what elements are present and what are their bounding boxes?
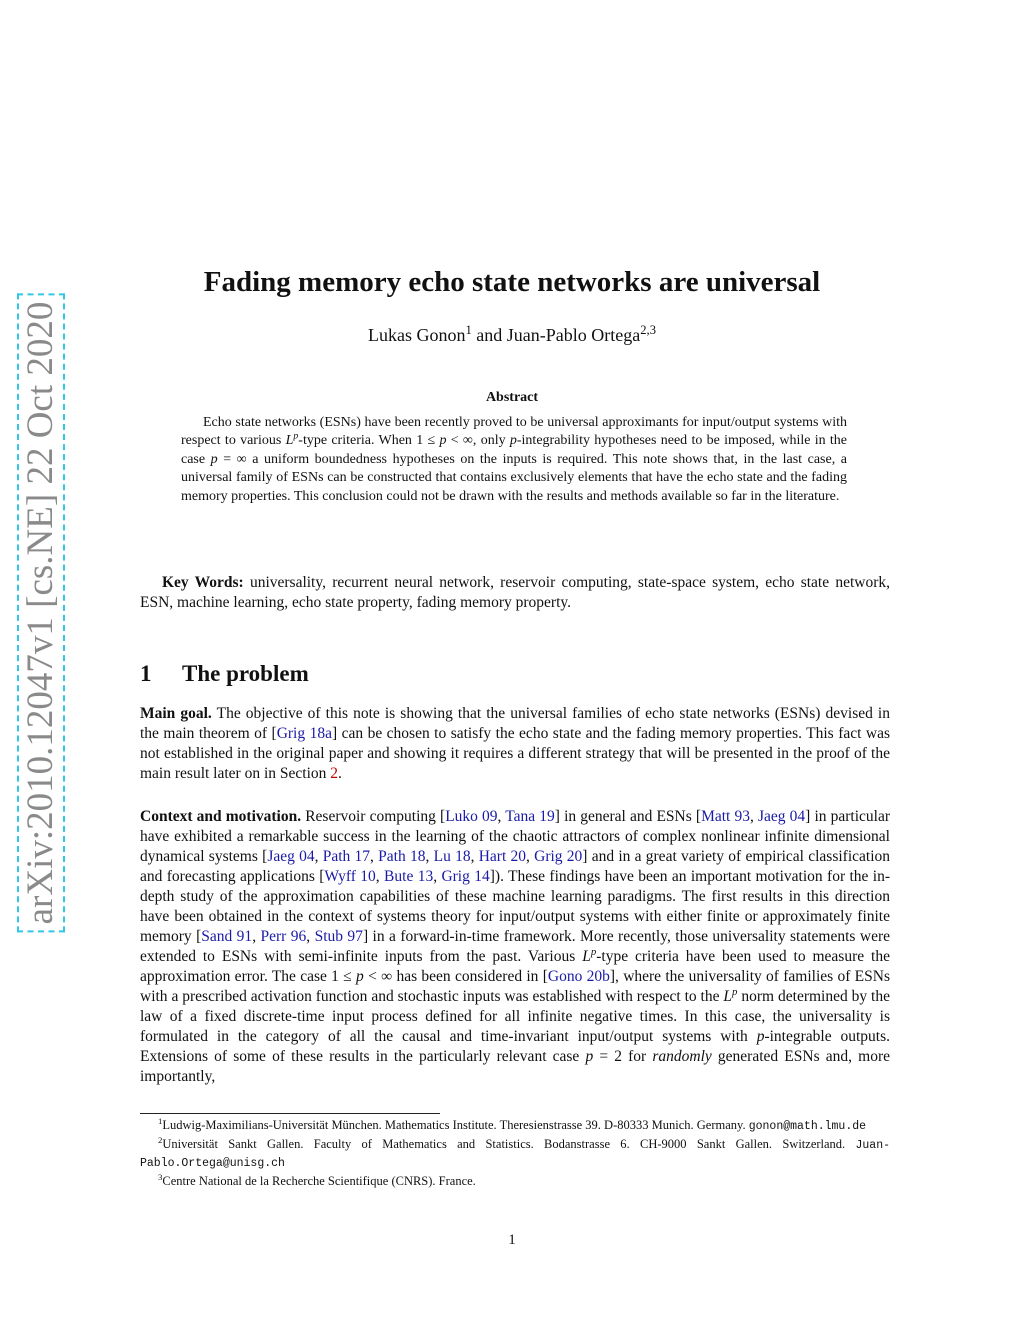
citation-link[interactable]: Grig 18a [276,725,332,742]
paragraph-text: generated ESNs and, more importantly, [140,1048,890,1085]
email-link-ortega[interactable]: Juan-Pablo.Ortega@unisg.ch [140,1138,890,1171]
math-p-sup: p [590,945,597,958]
section-number: 1 [140,661,152,686]
math-p-sup: p [293,430,299,442]
paper-title: Fading memory echo state networks are universal [203,266,821,298]
paragraph-text: , [497,808,506,825]
context-paragraph [140,807,890,1087]
paragraph-text: ] in particular have exhibited a remarkable success in the learning of the chaotic attractors of complex nonlinear infinite dimensional dynamical systems [ [140,808,890,865]
footnote-1-marker: 1 [158,1115,163,1126]
footnote-2 [140,1136,890,1173]
paragraph-text: -type criteria have been used to measure the approximation error. The case 1 ≤ [140,948,890,985]
abstract-text-part: < ∞, only [446,433,510,449]
citation-link[interactable]: Hart 20 [478,848,526,865]
abstract-text-part: Echo state networks (ESNs) have been recently proved to be universal approximants for input/output systems with respect to various [181,415,847,449]
paragraph-text: , [252,928,261,945]
paragraph-text: = 2 for [593,1048,653,1065]
paragraph-text: The objective of this note is showing that the universal families of echo state networks (ESNs) devised in the main theorem of [ [140,705,890,742]
section-title: The problem [182,661,309,686]
paragraph-text: Reservoir computing [ [301,808,446,825]
citation-link[interactable]: Tana 19 [505,808,555,825]
context-label: Context and motivation. [140,808,302,825]
footnote-3-text: Centre National de la Recherche Scientifique (CNRS). France. [162,1173,476,1188]
footnote-rule [140,1113,440,1114]
footnote-2-text: Universität Sankt Gallen. Faculty of Mathematics and Statistics. Bodanstrasse 6. CH-9000 Sankt Gallen. Switzerland. [162,1136,856,1151]
paragraph-text: , [306,928,315,945]
math-p: p [585,1048,594,1065]
paragraph-text: ], where the universality of families of ESNs with a prescribed activation function and stochastic inputs was established with respect to the [140,968,890,1005]
paragraph-text: , [470,848,479,865]
math-p: p [210,451,218,467]
paragraph-text: , [370,848,379,865]
main-goal-label: Main goal. [140,705,212,722]
author-gonon-affiliation[interactable]: 1 [465,323,472,337]
authors-conjunction: and [471,325,507,345]
keywords-list: universality, recurrent neural network, reservoir computing, state-space system, echo state network, ESN, machine learning, echo state property, fading memory property. [140,574,890,611]
paragraph-text: . [338,765,342,782]
footnotes [140,1117,890,1189]
section-reference-link[interactable]: 2 [330,765,339,782]
abstract-text-part: = ∞ a uniform boundedness hypotheses on the inputs is required. This note shows that, in the last case, a universal family of ESNs can be constructed that contains exclusively elements that have the echo state and the fading memory properties. This conclusion could not be drawn with the results and methods available so far in the literature. [181,451,847,504]
authors-line [0,325,1024,346]
math-L: L [285,433,294,449]
keywords-label: Key Words: [162,574,244,591]
citation-link[interactable]: Bute 13 [384,868,434,885]
citation-link[interactable]: Grig 14 [441,868,490,885]
citation-link[interactable]: Path 17 [322,848,371,865]
citation-link[interactable]: Jaeg 04 [757,808,806,825]
paragraph-text: , [425,848,434,865]
footnote-3-marker: 3 [158,1171,163,1182]
citation-link[interactable]: Sand 91 [201,928,253,945]
paragraph-text: ]). These findings have been an important motivation for the in-depth study of the approximation capabilities of these machine learning paradigms. The first results in this direction have been obtained in the context of systems theory for input/output systems with either finite or approximately finite memory [ [140,868,891,945]
citation-link[interactable]: Stub 97 [314,928,363,945]
author-gonon: Lukas Gonon [367,325,466,345]
citation-link[interactable]: Jaeg 04 [267,848,315,865]
citation-link[interactable]: Gono 20b [547,968,610,985]
math-p: p [756,1028,765,1045]
paragraph-text: ] in a forward-in-time framework. More recently, those universality statements were extended to ESNs with semi-infinite inputs from the past. Various [140,928,891,965]
math-p-sup: p [732,985,738,998]
math-L: L [582,948,591,965]
paragraph-text: ] can be chosen to satisfy the echo state and the fading memory properties. This fact was not established in the original paper and showing it requires a different strategy that will be presented in the proof of the main result later on in Section [140,725,890,782]
citation-link[interactable]: Wyff 10 [324,868,376,885]
paragraph-text: , [749,808,758,825]
arxiv-stamp-container [16,301,66,925]
paragraph-text: norm determined by the law of a fixed discrete-time input process defined for all infinite negative times. In this case, the universality is formulated in the category of all the causal and time-invariant input/output systems with [140,988,890,1045]
paragraph-text: , [433,868,442,885]
paragraph-text: -integrable outputs. Extensions of some of these results in the particularly relevant case [140,1028,891,1065]
email-link-gonon[interactable]: gonon@math.lmu.de [748,1120,867,1133]
citation-link[interactable]: Perr 96 [260,928,307,945]
math-p: p [356,968,364,985]
math-L: L [723,988,733,1005]
citation-link[interactable]: Matt 93 [701,808,750,825]
author-ortega: Juan-Pablo Ortega [506,325,641,345]
emphasis-randomly: randomly [652,1048,712,1065]
citation-link[interactable]: Path 18 [378,848,426,865]
footnote-2-marker: 2 [158,1134,163,1145]
abstract-text-part: -integrability hypotheses need to be imposed, while in the case [181,433,848,467]
author-ortega-affiliation[interactable]: 2,3 [640,323,656,337]
arxiv-identifier[interactable]: arXiv:2010.12047v1 [cs.NE] 22 Oct 2020 [17,294,65,933]
paragraph-text: ] in general and ESNs [ [554,808,702,825]
math-p: p [509,433,517,449]
paragraph-text: ] and in a great variety of empirical classification and forecasting applications [ [140,848,890,885]
footnote-1-text: Ludwig-Maximilians-Universität München. Mathematics Institute. Theresienstrasse 39. D-80333 Munich. Germany. [162,1118,749,1132]
abstract-text-part: -type criteria. When 1 ≤ [298,433,440,449]
main-goal-paragraph [140,704,890,784]
section-heading [140,661,309,687]
abstract-heading: Abstract [485,390,539,405]
citation-link[interactable]: Luko 09 [445,808,498,825]
math-p: p [439,433,447,449]
paragraph-text: , [314,848,323,865]
citation-link[interactable]: Lu 18 [433,848,471,865]
footnote-3 [140,1173,890,1190]
paragraph-text: < ∞ has been considered in [ [363,968,548,985]
page-number: 1 [508,1232,516,1248]
paragraph-text: , [526,848,535,865]
abstract-text [181,414,847,506]
citation-link[interactable]: Grig 20 [534,848,583,865]
footnote-1 [140,1117,890,1136]
paragraph-text: , [375,868,385,885]
keywords-paragraph [140,573,890,613]
